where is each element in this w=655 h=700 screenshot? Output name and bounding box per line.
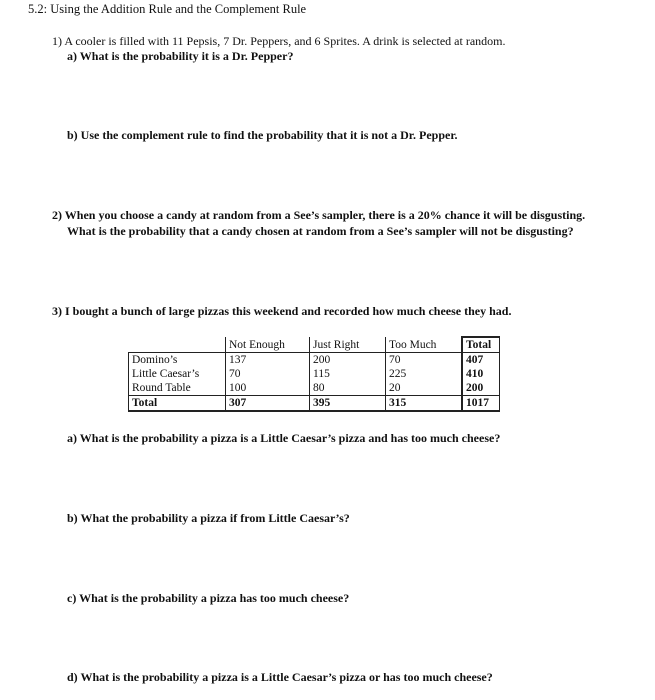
table-row (129, 381, 500, 396)
question-3c: c) What is the probability a pizza has too much cheese? (67, 591, 350, 605)
question-2-line-1: 2) When you choose a candy at random from a See’s sampler, there is a 20% chance it will be disgusting. (52, 208, 586, 222)
question-3-stem: 3) I bought a bunch of large pizzas this weekend and recorded how much cheese they had. (52, 304, 512, 318)
table-cell: 307 (226, 396, 310, 412)
table-cell: 115 (310, 367, 386, 381)
table-header-cell: Too Much (386, 337, 463, 353)
question-3a: a) What is the probability a pizza is a Little Caesar’s pizza and has too much cheese? (67, 431, 501, 445)
table-cell: Little Caesar’s (129, 367, 226, 381)
table-header-row (129, 337, 500, 353)
question-3d: d) What is the probability a pizza is a Little Caesar’s pizza or has too much cheese? (67, 670, 493, 684)
table-header-cell: Not Enough (226, 337, 310, 353)
table-cell: 410 (462, 367, 500, 381)
table-header-cell: Just Right (310, 337, 386, 353)
table-cell: Round Table (129, 381, 226, 396)
pizza-cheese-table (128, 336, 500, 412)
table-cell: 70 (226, 367, 310, 381)
table-header-cell (129, 337, 226, 353)
table-cell: 80 (310, 381, 386, 396)
question-1-stem: 1) A cooler is filled with 11 Pepsis, 7 Dr. Peppers, and 6 Sprites. A drink is selected at random. (52, 34, 506, 48)
table-cell: 100 (226, 381, 310, 396)
table-cell: 315 (386, 396, 463, 412)
table-cell: 200 (310, 353, 386, 368)
question-3b: b) What the probability a pizza if from Little Caesar’s? (67, 511, 350, 525)
table-cell: 20 (386, 381, 463, 396)
table-row (129, 353, 500, 368)
table-cell: Domino’s (129, 353, 226, 368)
table-row (129, 367, 500, 381)
table-cell: 395 (310, 396, 386, 412)
table-cell: 407 (462, 353, 500, 368)
question-1b: b) Use the complement rule to find the probability that it is not a Dr. Pepper. (67, 128, 458, 142)
table-cell: 200 (462, 381, 500, 396)
table-total-row (129, 396, 500, 412)
question-1a: a) What is the probability it is a Dr. Pepper? (67, 49, 294, 63)
table-cell: 70 (386, 353, 463, 368)
table-cell: 1017 (462, 396, 500, 412)
question-2-line-2: What is the probability that a candy chosen at random from a See’s sampler will not be disgusting? (67, 224, 574, 238)
table-cell: Total (129, 396, 226, 412)
table-header-cell: Total (462, 337, 500, 353)
table-cell: 137 (226, 353, 310, 368)
table-cell: 225 (386, 367, 463, 381)
page-title: 5.2: Using the Addition Rule and the Complement Rule (28, 2, 307, 16)
